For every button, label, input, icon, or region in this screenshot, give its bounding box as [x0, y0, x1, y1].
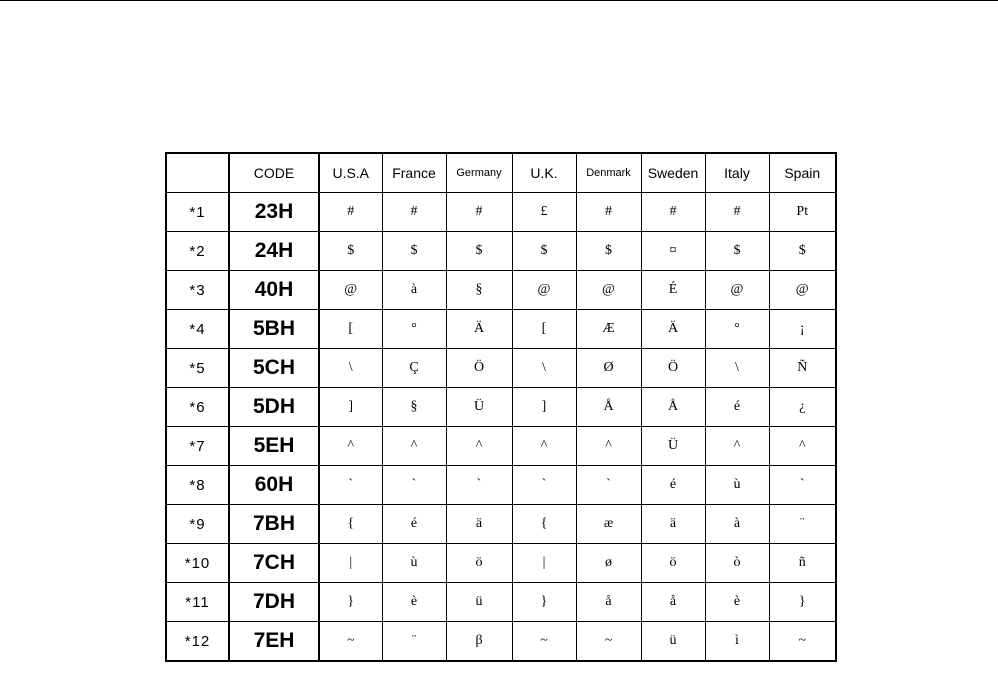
header-row [166, 153, 836, 193]
char-cell-sweden: ä [641, 505, 705, 544]
char-cell-sweden: é [641, 466, 705, 505]
char-cell-denmark: ø [576, 544, 641, 583]
table-row [166, 427, 836, 466]
char-cell-usa: @ [319, 271, 382, 310]
header-code: CODE [229, 153, 319, 193]
hex-code-cell: 23H [229, 193, 319, 232]
char-cell-italy: \ [705, 349, 769, 388]
row-label: *3 [166, 271, 229, 310]
char-cell-germany: β [446, 622, 512, 662]
char-cell-usa: $ [319, 232, 382, 271]
char-cell-usa: \ [319, 349, 382, 388]
char-cell-france: é [382, 505, 446, 544]
char-cell-italy: é [705, 388, 769, 427]
char-cell-france: à [382, 271, 446, 310]
table-row [166, 544, 836, 583]
char-cell-spain: ¿ [769, 388, 836, 427]
char-cell-usa: | [319, 544, 382, 583]
char-cell-france: $ [382, 232, 446, 271]
char-cell-spain: $ [769, 232, 836, 271]
char-cell-denmark: å [576, 583, 641, 622]
table-row [166, 505, 836, 544]
header-usa: U.S.A [319, 153, 382, 193]
char-cell-sweden: Ü [641, 427, 705, 466]
table-body [166, 193, 836, 662]
char-cell-italy: è [705, 583, 769, 622]
row-label: *2 [166, 232, 229, 271]
table-row [166, 466, 836, 505]
hex-code-cell: 7CH [229, 544, 319, 583]
hex-code-cell: 5BH [229, 310, 319, 349]
char-cell-denmark: $ [576, 232, 641, 271]
header-france: France [382, 153, 446, 193]
char-cell-denmark: Ø [576, 349, 641, 388]
char-cell-sweden: Å [641, 388, 705, 427]
char-cell-italy: à [705, 505, 769, 544]
char-cell-germany: § [446, 271, 512, 310]
char-cell-usa: ~ [319, 622, 382, 662]
hex-code-cell: 60H [229, 466, 319, 505]
table-row [166, 232, 836, 271]
char-cell-spain: ¨ [769, 505, 836, 544]
char-cell-spain: Pt [769, 193, 836, 232]
header-uk: U.K. [512, 153, 576, 193]
char-cell-denmark: ~ [576, 622, 641, 662]
table-row [166, 388, 836, 427]
char-cell-germany: Ü [446, 388, 512, 427]
header-germany: Germany [446, 153, 512, 193]
char-cell-uk: $ [512, 232, 576, 271]
char-cell-uk: ^ [512, 427, 576, 466]
row-label: *7 [166, 427, 229, 466]
char-cell-france: # [382, 193, 446, 232]
char-cell-denmark: # [576, 193, 641, 232]
char-cell-germany: $ [446, 232, 512, 271]
char-cell-uk: £ [512, 193, 576, 232]
hex-code-cell: 40H [229, 271, 319, 310]
char-cell-usa: [ [319, 310, 382, 349]
char-cell-usa: ^ [319, 427, 382, 466]
table-row [166, 583, 836, 622]
table-row [166, 310, 836, 349]
table-row [166, 193, 836, 232]
header-sweden: Sweden [641, 153, 705, 193]
header-spain: Spain [769, 153, 836, 193]
char-cell-italy: ì [705, 622, 769, 662]
row-label: *8 [166, 466, 229, 505]
char-cell-spain: ^ [769, 427, 836, 466]
table-row [166, 622, 836, 662]
char-cell-france: ` [382, 466, 446, 505]
char-cell-france: Ç [382, 349, 446, 388]
char-cell-denmark: Å [576, 388, 641, 427]
char-cell-italy: ò [705, 544, 769, 583]
hex-code-cell: 5CH [229, 349, 319, 388]
table-row [166, 271, 836, 310]
char-cell-germany: ^ [446, 427, 512, 466]
char-cell-italy: ù [705, 466, 769, 505]
char-cell-usa: ] [319, 388, 382, 427]
char-cell-italy: @ [705, 271, 769, 310]
char-cell-usa: ` [319, 466, 382, 505]
char-cell-usa: { [319, 505, 382, 544]
char-cell-germany: Ö [446, 349, 512, 388]
char-cell-italy: ° [705, 310, 769, 349]
char-cell-uk: | [512, 544, 576, 583]
char-cell-usa: # [319, 193, 382, 232]
top-rule [0, 0, 998, 1]
char-cell-denmark: æ [576, 505, 641, 544]
char-cell-spain: Ñ [769, 349, 836, 388]
hex-code-cell: 7BH [229, 505, 319, 544]
char-cell-spain: @ [769, 271, 836, 310]
char-cell-germany: ` [446, 466, 512, 505]
char-cell-denmark: ` [576, 466, 641, 505]
char-cell-uk: [ [512, 310, 576, 349]
char-cell-germany: ä [446, 505, 512, 544]
header-italy: Italy [705, 153, 769, 193]
row-label: *5 [166, 349, 229, 388]
char-cell-spain: ~ [769, 622, 836, 662]
char-cell-france: ù [382, 544, 446, 583]
char-cell-uk: ~ [512, 622, 576, 662]
row-label: *4 [166, 310, 229, 349]
row-label: *12 [166, 622, 229, 662]
char-cell-italy: $ [705, 232, 769, 271]
char-cell-spain: ñ [769, 544, 836, 583]
char-cell-sweden: Ö [641, 349, 705, 388]
char-cell-uk: ] [512, 388, 576, 427]
char-cell-sweden: É [641, 271, 705, 310]
char-cell-sweden: å [641, 583, 705, 622]
char-cell-germany: # [446, 193, 512, 232]
char-cell-sweden: Ä [641, 310, 705, 349]
char-cell-sweden: ü [641, 622, 705, 662]
hex-code-cell: 5EH [229, 427, 319, 466]
char-cell-sweden: ö [641, 544, 705, 583]
char-cell-italy: ^ [705, 427, 769, 466]
char-cell-sweden: ¤ [641, 232, 705, 271]
char-cell-usa: } [319, 583, 382, 622]
hex-code-cell: 7DH [229, 583, 319, 622]
row-label: *11 [166, 583, 229, 622]
char-cell-italy: # [705, 193, 769, 232]
char-cell-sweden: # [641, 193, 705, 232]
char-cell-france: ° [382, 310, 446, 349]
char-cell-france: § [382, 388, 446, 427]
hex-code-cell: 24H [229, 232, 319, 271]
char-cell-uk: \ [512, 349, 576, 388]
row-label: *9 [166, 505, 229, 544]
char-cell-uk: @ [512, 271, 576, 310]
char-cell-uk: ` [512, 466, 576, 505]
char-cell-uk: } [512, 583, 576, 622]
international-character-set-table [165, 152, 837, 662]
char-cell-germany: ö [446, 544, 512, 583]
row-label: *1 [166, 193, 229, 232]
char-cell-denmark: Æ [576, 310, 641, 349]
char-cell-germany: ü [446, 583, 512, 622]
header-blank [166, 153, 229, 193]
char-cell-spain: ` [769, 466, 836, 505]
char-cell-france: ^ [382, 427, 446, 466]
char-cell-germany: Ä [446, 310, 512, 349]
char-cell-spain: ¡ [769, 310, 836, 349]
char-cell-france: ¨ [382, 622, 446, 662]
char-cell-denmark: @ [576, 271, 641, 310]
row-label: *6 [166, 388, 229, 427]
header-denmark: Denmark [576, 153, 641, 193]
table-row [166, 349, 836, 388]
hex-code-cell: 5DH [229, 388, 319, 427]
char-cell-uk: { [512, 505, 576, 544]
hex-code-cell: 7EH [229, 622, 319, 662]
row-label: *10 [166, 544, 229, 583]
char-cell-spain: } [769, 583, 836, 622]
char-cell-france: è [382, 583, 446, 622]
char-cell-denmark: ^ [576, 427, 641, 466]
